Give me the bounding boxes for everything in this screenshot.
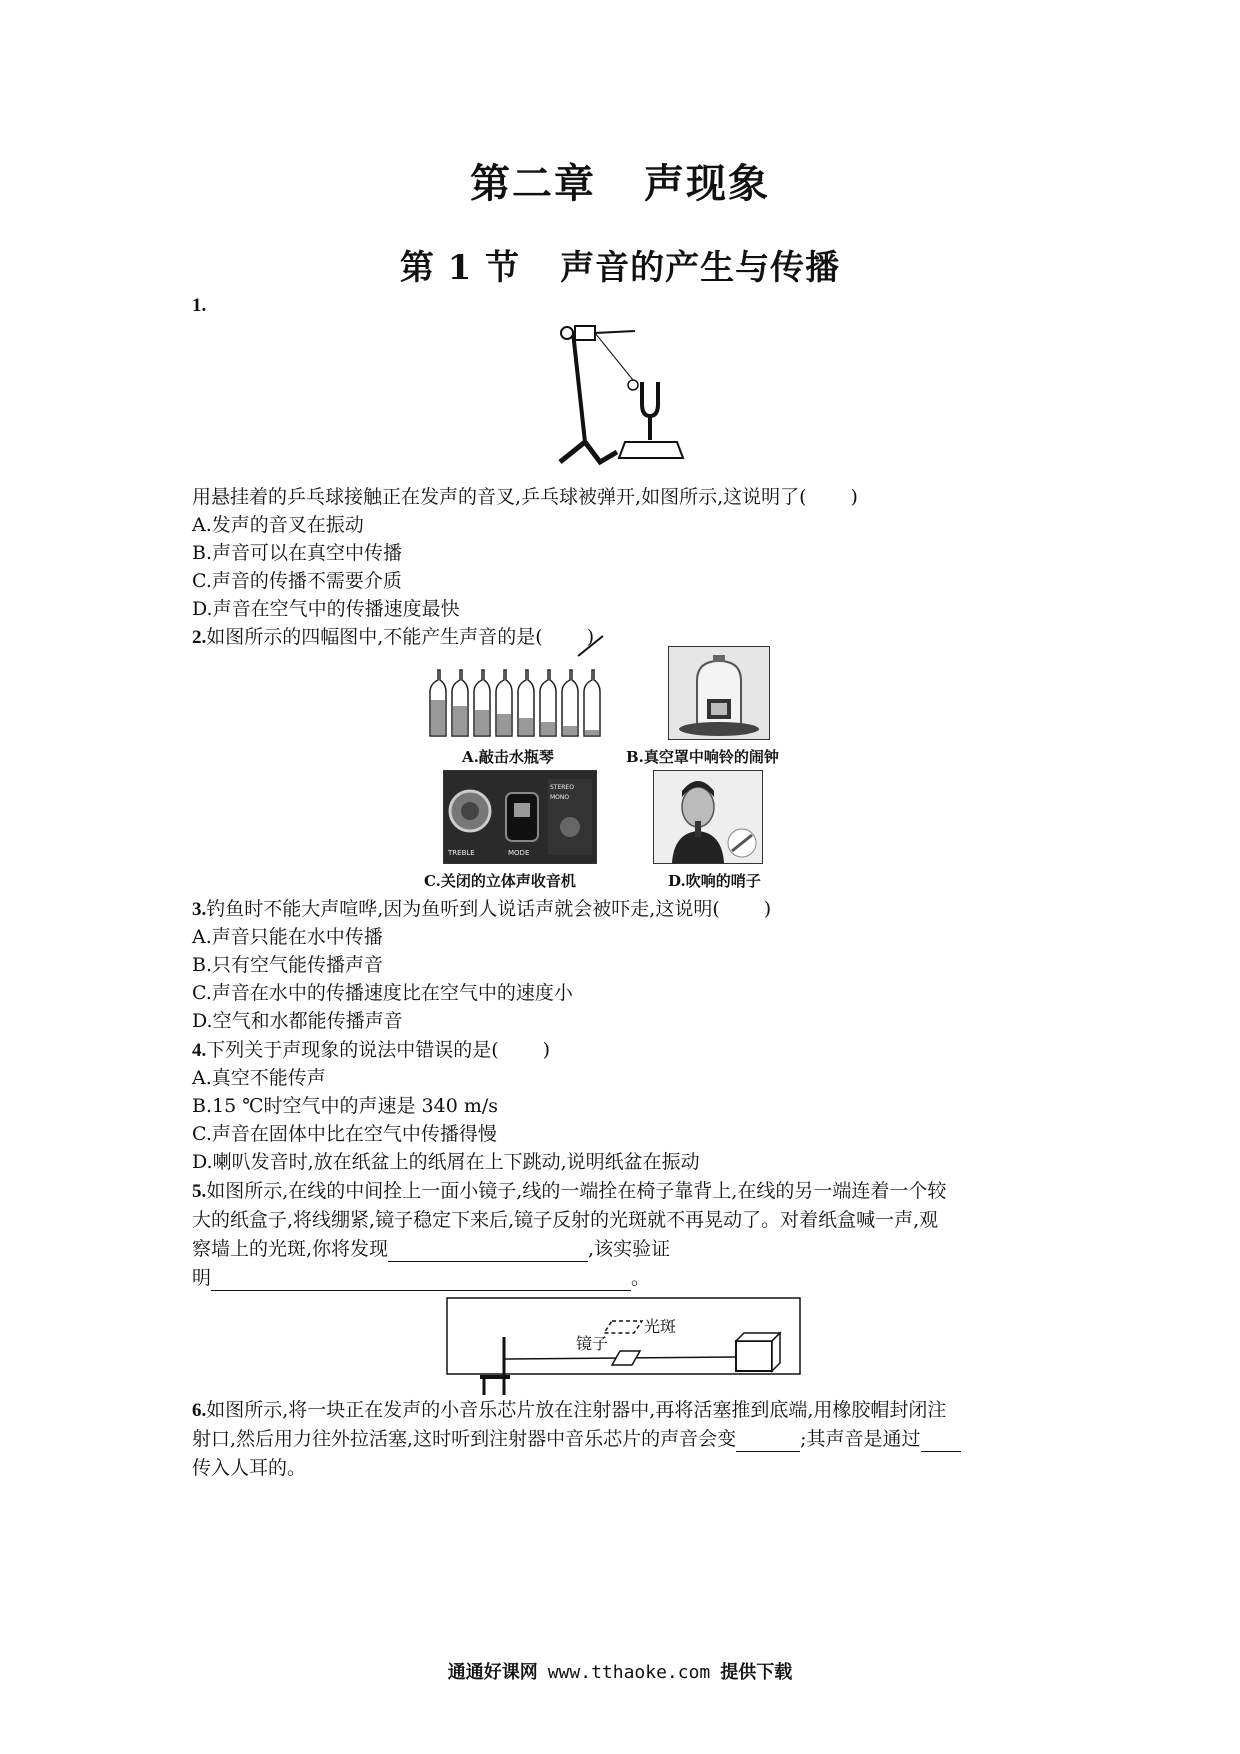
page-footer [0, 1658, 1240, 1684]
mono-label: MONO [550, 794, 570, 801]
section-number: 第 1 节 [399, 248, 521, 288]
question-3-option-d: D.空气和水都能传播声音 [192, 1010, 403, 1032]
question-5-line-3: 察墙上的光斑,你将发现 ,该实验证 [192, 1238, 671, 1260]
question-1-option-c: C.声音的传播不需要介质 [192, 570, 402, 592]
figure-a-caption: A.敲击水瓶琴 [462, 748, 554, 766]
chapter-number: 第二章 [470, 160, 596, 207]
question-1-stem: 用悬挂着的乒乓球接触正在发声的音叉,乒乓球被弹开,如图所示,这说明了( ) [192, 486, 858, 508]
question-6-line-2: 射口,然后用力往外拉活塞,这时听到注射器中音乐芯片的声音会变 ;其声音是通过 [192, 1426, 961, 1452]
question-5-line-4: 明 。 [192, 1267, 651, 1289]
stereo-radio-figure [443, 770, 597, 864]
question-1-option-a: A.发声的音叉在振动 [192, 514, 364, 536]
footer-site-name: 通通好课网 [447, 1662, 538, 1683]
question-3-stem: 3.钓鱼时不能大声喧哗,因为鱼听到人说话声就会被吓走,这说明( ) [192, 898, 772, 920]
figure-b-caption: B.真空罩中响铃的闹钟 [626, 748, 779, 766]
question-2-stem: 2.如图所示的四幅图中,不能产生声音的是( ) [192, 626, 595, 648]
light-spot-label: 光斑 [644, 1317, 677, 1336]
answer-blank-phenomenon[interactable] [388, 1241, 588, 1262]
question-1-option-b: B.声音可以在真空中传播 [192, 542, 403, 564]
figure-d-caption: D.吹响的哨子 [668, 872, 761, 890]
footer-url[interactable]: www.tthaoke.com [547, 1662, 711, 1683]
question-4-stem: 4.下列关于声现象的说法中错误的是( ) [192, 1039, 551, 1061]
question-5-line-2: 大的纸盒子,将线绷紧,镜子稳定下来后,镜子反射的光斑就不再晃动了。对着纸盒喊一声,观 [192, 1209, 939, 1231]
question-6-line-3: 传入人耳的。 [192, 1457, 307, 1479]
question-4-option-c: C.声音在固体中比在空气中传播得慢 [192, 1123, 497, 1145]
question-5-line-1: 5.如图所示,在线的中间拴上一面小镜子,线的一端拴在椅子靠背上,在线的另一端连着一个较 [192, 1180, 947, 1202]
question-3-option-b: B.只有空气能传播声音 [192, 954, 384, 976]
figure-c-caption: C.关闭的立体声收音机 [424, 872, 576, 890]
footer-suffix: 提供下载 [720, 1662, 793, 1683]
question-3-option-c: C.声音在水中的传播速度比在空气中的速度小 [192, 982, 573, 1004]
chapter-title [0, 152, 1240, 209]
answer-blank-sound-change[interactable] [736, 1431, 800, 1452]
question-4-option-d: D.喇叭发音时,放在纸盆上的纸屑在上下跳动,说明纸盆在振动 [192, 1151, 700, 1173]
bell-jar-alarm-clock-figure [668, 646, 770, 740]
mirror-label: 镜子 [576, 1334, 609, 1353]
question-1-option-d: D.声音在空气中的传播速度最快 [192, 598, 460, 620]
question-4-option-b: B.15 ℃时空气中的声速是 340 m/s [192, 1095, 498, 1117]
mirror-light-spot-figure [446, 1297, 801, 1397]
tuning-fork-figure [555, 312, 705, 472]
whistle-boy-figure [653, 770, 763, 864]
chapter-name: 声现象 [644, 160, 770, 207]
answer-blank-medium[interactable] [921, 1431, 961, 1452]
treble-label: TREBLE [448, 849, 475, 857]
question-1-number: 1. [192, 295, 207, 316]
question-6-line-1: 6.如图所示,将一块正在发声的小音乐芯片放在注射器中,再将活塞推到底端,用橡胶帽封闭注 [192, 1399, 947, 1421]
question-3-option-a: A.声音只能在水中传播 [192, 926, 383, 948]
water-bottle-xylophone-figure [428, 630, 623, 738]
stereo-label: STEREO [550, 784, 574, 791]
question-4-option-a: A.真空不能传声 [192, 1067, 326, 1089]
section-name: 声音的产生与传播 [560, 248, 841, 288]
mode-label: MODE [508, 849, 530, 857]
answer-blank-conclusion[interactable] [211, 1270, 631, 1291]
section-title [0, 240, 1240, 289]
